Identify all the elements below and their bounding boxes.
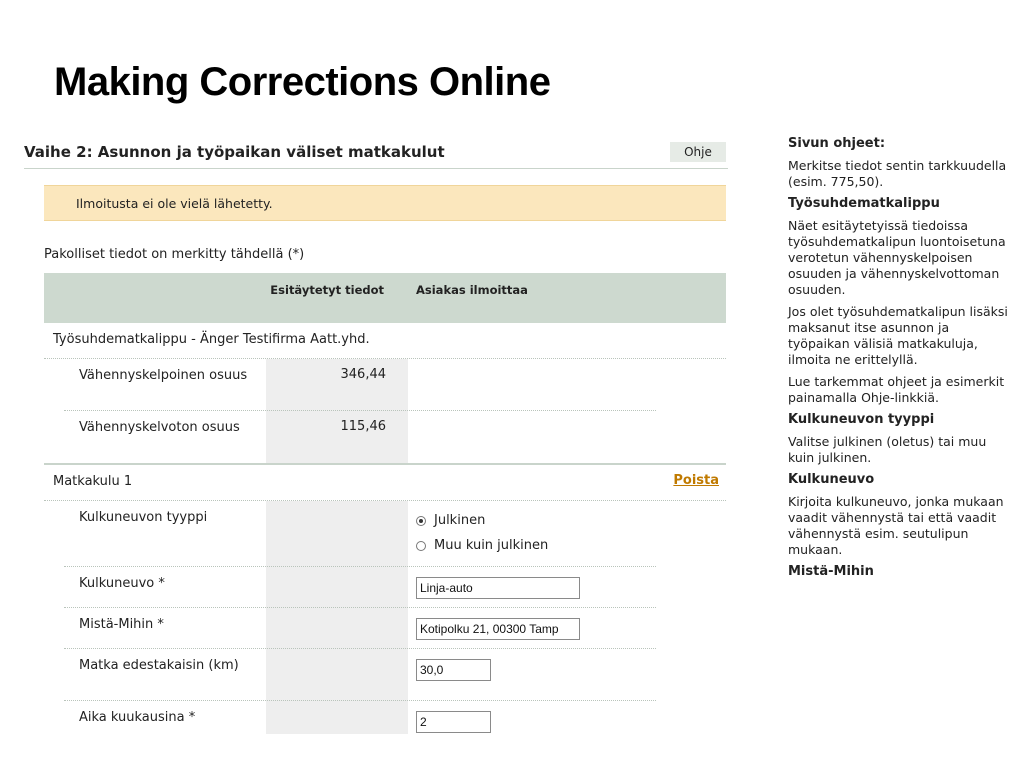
table-row	[44, 359, 726, 411]
sidebar-heading-ticket: Työsuhdematkalippu	[788, 196, 940, 211]
row-label: Vähennyskelpoinen osuus	[79, 368, 248, 383]
required-fields-note: Pakolliset tiedot on merkitty tähdellä (*)	[44, 247, 305, 262]
sidebar-heading-vehicle-type: Kulkuneuvon tyyppi	[788, 412, 935, 427]
vehicle-input[interactable]	[416, 577, 580, 599]
step-title: Vaihe 2: Asunnon ja työpaikan väliset matkakulut	[24, 143, 445, 161]
route-row	[44, 608, 726, 649]
radio-public-label: Julkinen	[434, 513, 486, 528]
column-header-prefilled: Esitäytetyt tiedot	[270, 283, 384, 297]
sidebar-heading-route: Mistä-Mihin	[788, 564, 874, 579]
help-sidebar	[788, 136, 1008, 586]
table-header	[44, 273, 726, 323]
sidebar-paragraph: Näet esitäytetyissä tiedoissa työsuhdematkalipun luontoisetuna verotetun vähennyskelpoisen osuuden ja vähennyskelvottoman osuuden.	[788, 218, 1006, 297]
sidebar-intro: Merkitse tiedot sentin tarkkuudella (esim. 775,50).	[788, 158, 1007, 189]
table-row	[44, 411, 726, 465]
vehicle-type-label: Kulkuneuvon tyyppi	[79, 510, 208, 525]
step-header	[24, 140, 728, 169]
days-row	[44, 701, 726, 734]
days-label: Aika kuukausina *	[79, 710, 196, 725]
notice-text: Ilmoitusta ei ole vielä lähetetty.	[76, 196, 273, 211]
help-button[interactable]: Ohje	[670, 142, 726, 162]
radio-checked-icon[interactable]	[416, 516, 426, 526]
status-notice	[44, 185, 726, 221]
row-label: Vähennyskelvoton osuus	[79, 420, 240, 435]
prefilled-value: 346,44	[340, 367, 386, 382]
ticket-group-header	[44, 323, 726, 359]
radio-unchecked-icon[interactable]	[416, 541, 426, 551]
sidebar-title: Sivun ohjeet:	[788, 136, 886, 151]
route-label: Mistä-Mihin *	[79, 617, 164, 632]
expense-group-header	[44, 465, 726, 501]
distance-input[interactable]	[416, 659, 491, 681]
radio-non-public[interactable]	[416, 538, 548, 553]
expense-table	[44, 273, 726, 734]
slide-title: Making Corrections Online	[54, 60, 551, 104]
days-input[interactable]	[416, 711, 491, 733]
sidebar-paragraph: Kirjoita kulkuneuvo, jonka mukaan vaadit vähennystä tai että vaadit vähennystä esim. seutulipun mukaan.	[788, 494, 1004, 557]
vehicle-row	[44, 567, 726, 608]
radio-public[interactable]	[416, 513, 485, 528]
sidebar-heading-vehicle: Kulkuneuvo	[788, 472, 875, 487]
sidebar-paragraph: Jos olet työsuhdematkalipun lisäksi maksanut itse asunnon ja työpaikan välisiä matkakuluja, ilmoita ne erittelyllä.	[788, 304, 1008, 367]
ticket-group-label: Työsuhdematkalippu - Änger Testifirma Aatt.yhd.	[53, 332, 370, 347]
expense-group-label: Matkakulu 1	[53, 474, 133, 489]
delete-expense-link[interactable]: Poista	[673, 473, 719, 488]
distance-label: Matka edestakaisin (km)	[79, 658, 239, 673]
vehicle-label: Kulkuneuvo *	[79, 576, 165, 591]
prefilled-value: 115,46	[340, 419, 386, 434]
distance-row	[44, 649, 726, 701]
travel-expense-form	[24, 140, 728, 725]
column-header-customer: Asiakas ilmoittaa	[416, 283, 528, 297]
radio-non-public-label: Muu kuin julkinen	[434, 538, 549, 553]
sidebar-paragraph: Lue tarkemmat ohjeet ja esimerkit painamalla Ohje-linkkiä.	[788, 374, 1005, 405]
vehicle-type-row	[44, 501, 726, 567]
route-input[interactable]	[416, 618, 580, 640]
sidebar-paragraph: Valitse julkinen (oletus) tai muu kuin julkinen.	[788, 434, 987, 465]
